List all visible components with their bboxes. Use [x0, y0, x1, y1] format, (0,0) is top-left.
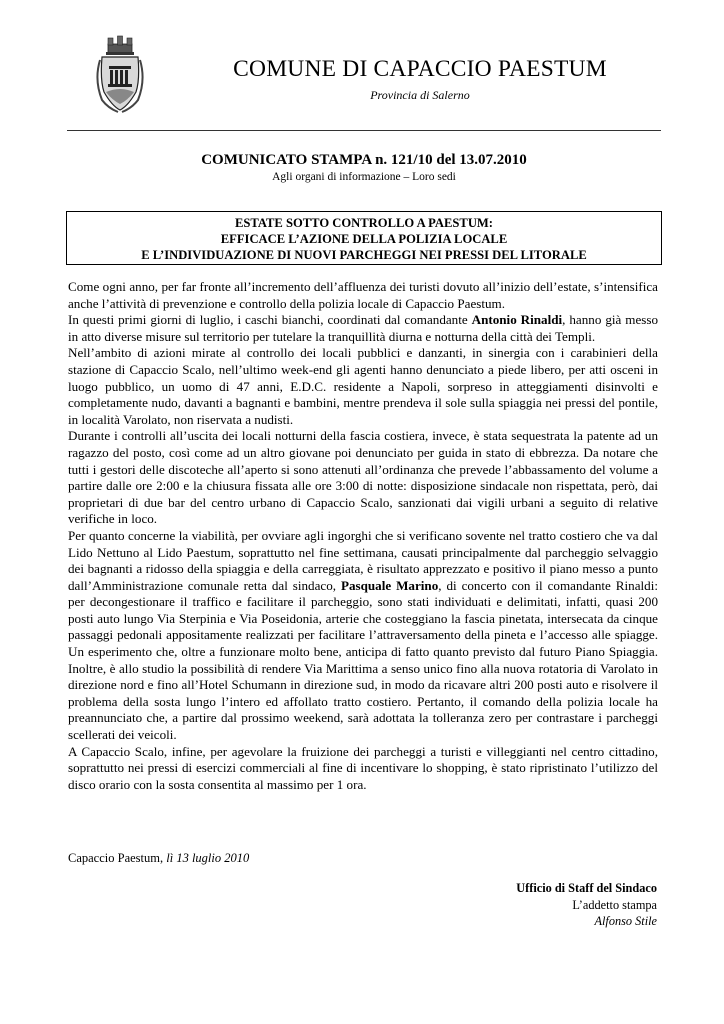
signature-office: Ufficio di Staff del Sindaco: [516, 881, 657, 895]
municipality-title: COMUNE DI CAPACCIO PAESTUM: [233, 56, 607, 82]
headline-box: [66, 211, 662, 265]
dateline: [68, 851, 249, 866]
paragraph-5-text-b: , di concerto con il comandante Rinaldi: per decongestionare il traffico e facilitare il parcheggio, sono stati individuati e delimitati, infatti, quasi 200 posti auto lungo Via Sterpinia e Via Poseidonia, arterie che costeggiano la fascia pinetata, intersecata da cinque passaggi pedonali appositamente realizzati per facilitare l’attraversamento della pineta e l’accesso alle spiagge. Un esperimento che, oltre a funzionare molto bene, anticipa di fatto quanto previsto dal futuro Piano Spiaggia. Inoltre, è allo studio la possibilità di rendere Via Marittima a senso unico fino alla nuova rotatoria di Varolato in direzione nord e fino all’Hotel Schumann in direzione sud, in modo da ricavare altri 200 posti auto e risolvere il problema della sosta lungo l’intero ed affollato tratto costiero. Pertanto, il comando della polizia locale ha preannunciato che, a partire dal prossimo weekend, sarà adottata la tolleranza zero per contrastare i parcheggi scellerati dei veicoli.: [68, 577, 658, 743]
municipal-crest-icon: [94, 30, 146, 114]
commander-name: Antonio Rinaldi: [471, 312, 563, 328]
press-release-title: COMUNICATO STAMPA n. 121/10 del 13.07.2010: [201, 152, 527, 168]
paragraph-3: Nell’ambito di azioni mirate al controllo dei locali pubblici e danzanti, in sinergia con i carabinieri della stazione di Capaccio Scalo, nell’ultimo week-end gli agenti hanno denunciato a piede libero, per atti osceni in luogo pubblico, un uomo di 47 anni, E.D.C. residente a Napoli, sorpreso in atteggiamenti disinvolti e completamente nudo, davanti a bagnanti e bambini, mentre prendeva il sole sulla spiaggia nei pressi del pontile, in località Varolato, non riservata a nudisti.: [68, 345, 658, 427]
dateline-place: Capaccio Paestum,: [68, 851, 167, 865]
press-recipients: Agli organi di informazione – Loro sedi: [272, 171, 456, 183]
paragraph-2-text-b: , hanno già messo in atto diverse misure sul territorio per tutelare la tranquillità diurna e notturna della città dei Templi.: [68, 312, 658, 344]
signature-role: L’addetto stampa: [572, 897, 657, 912]
header-divider: [67, 130, 661, 131]
signature-name: Alfonso Stile: [594, 914, 657, 928]
signature-block: [516, 880, 657, 930]
article-body: [68, 279, 658, 793]
province-subtitle: Provincia di Salerno: [370, 88, 470, 102]
paragraph-2: [68, 312, 658, 345]
dateline-date: lì 13 luglio 2010: [166, 851, 250, 865]
paragraph-2-text-a: In questi primi giorni di luglio, i caschi bianchi, coordinati dal comandante: [68, 312, 472, 328]
paragraph-4: Durante i controlli all’uscita dei locali notturni della fascia costiera, invece, è stata sequestrata la patente ad un ragazzo del posto, così come ad un altro giovane poi denunciato per guida in stato di ebbrezza. Da notare che tutti i gestori delle discoteche all’aperto si sono attenuti all’ordinanza che prevede l’abbassamento del volume a partire dalle ore 2:00 e la chiusura fissata alle ore 3:00 di notte: disposizione sindacale non rispettata, però, dai proprietari di due bar del centro urbano di Capaccio Scalo, sanzionati dai vigili urbani a seguito di relative verifiche in loco.: [68, 428, 658, 527]
mayor-name: Pasquale Marino: [340, 577, 439, 593]
paragraph-5: [68, 528, 658, 744]
paragraph-6: A Capaccio Scalo, infine, per agevolare la fruizione dei parcheggi a turisti e villeggianti nel centro cittadino, soprattutto nei pressi di esercizi commerciali al fine di incentivare lo shopping, è stato ripristinato l’utilizzo del disco orario con la sosta consentita al massimo per 1 ora.: [68, 743, 658, 792]
headline-line-3: E L’INDIVIDUAZIONE DI NUOVI PARCHEGGI NEI PRESSI DEL LITORALE: [141, 248, 587, 262]
headline-line-2: EFFICACE L’AZIONE DELLA POLIZIA LOCALE: [220, 232, 508, 246]
headline-line-1: ESTATE SOTTO CONTROLLO A PAESTUM:: [235, 216, 493, 230]
paragraph-1: Come ogni anno, per far fronte all’incremento dell’affluenza dei turisti dovuto all’inizio dell’estate, s’intensifica anche l’attività di prevenzione e controllo della polizia locale di Capaccio Paestum.: [68, 279, 658, 311]
paragraph-5-text-a: Per quanto concerne la viabilità, per ovviare agli ingorghi che si verificano sovente nel tratto costiero che va dal Lido Nettuno al Lido Paestum, soprattutto nel fine settimana, causati principalmente dal parcheggio selvaggio dei bagnanti a ridosso della spiaggia e della carreggiata, è risultato apprezzato e positivo il piano messo a punto dall’Amministrazione comunale retta dal sindaco,: [68, 527, 658, 593]
